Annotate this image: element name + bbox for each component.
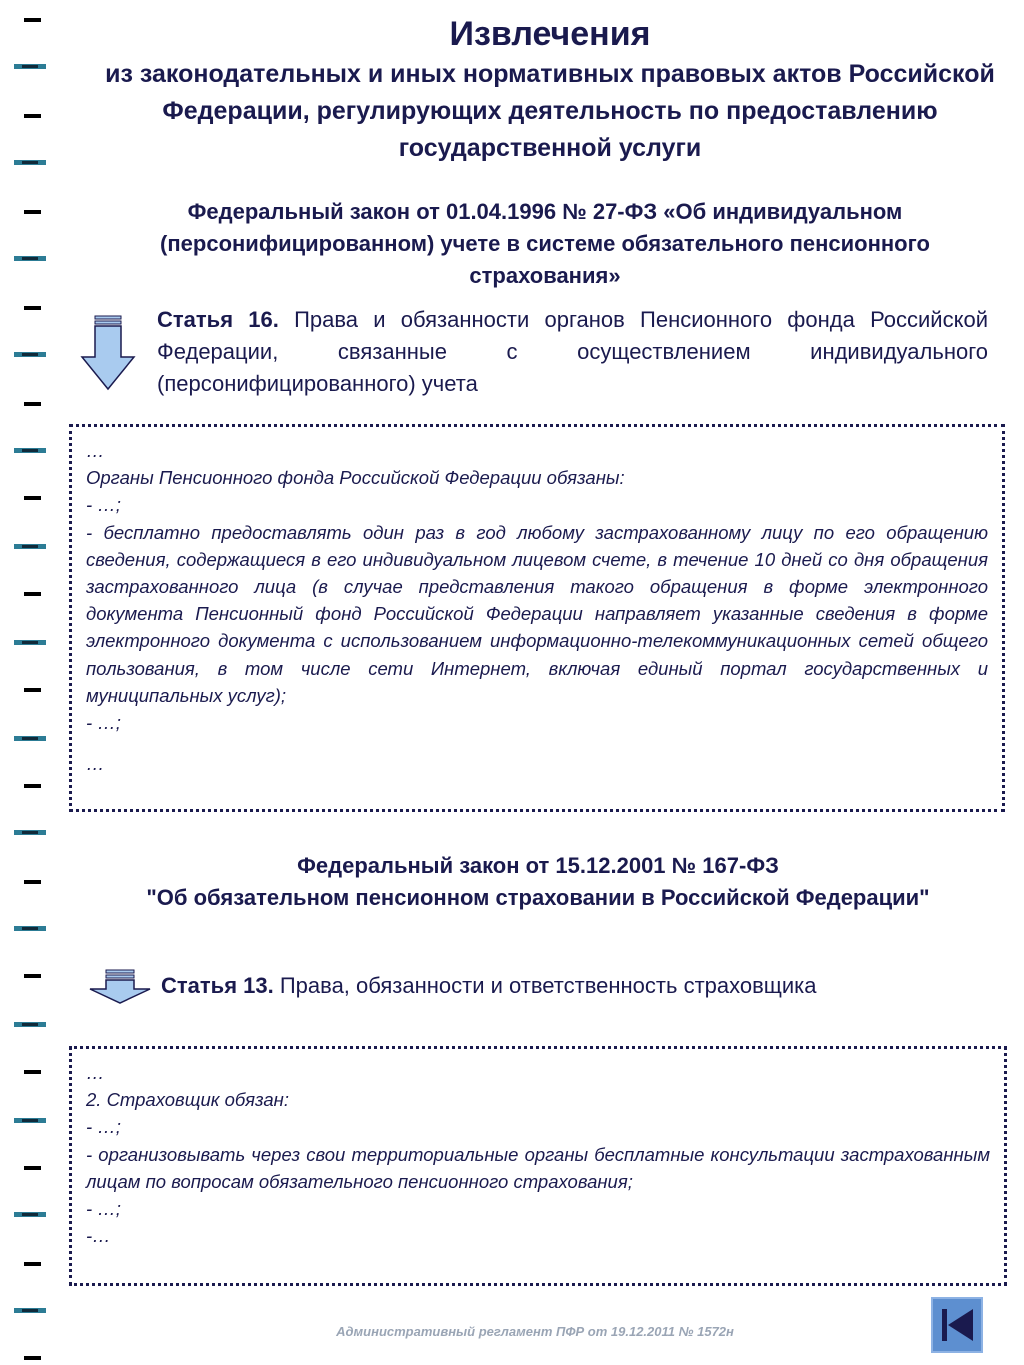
footer-source: Административный регламент ПФР от 19.12.2011 № 1572н [336, 1324, 734, 1339]
margin-mark [24, 974, 41, 978]
page-title-block [80, 14, 1020, 167]
excerpt-intro: Органы Пенсионного фонда Российской Федерации обязаны: [86, 467, 625, 489]
margin-mark [14, 1212, 46, 1217]
excerpt-item: - …; [86, 712, 121, 734]
margin-mark [14, 1308, 46, 1313]
margin-mark [24, 1262, 41, 1266]
margin-mark [24, 114, 41, 118]
excerpt-intro: 2. Страховщик обязан: [86, 1089, 289, 1111]
law-heading-167fz-line1: Федеральный закон от 15.12.2001 № 167-ФЗ [297, 853, 779, 878]
excerpt-box-167fz [69, 1046, 1007, 1286]
margin-mark [14, 256, 46, 261]
arrow-down-icon [88, 969, 152, 1005]
article-13-label: Статья 13. [161, 973, 274, 998]
margin-mark [14, 926, 46, 931]
excerpt-item: -… [86, 1225, 111, 1247]
law-heading-167fz-line2: "Об обязательном пенсионном страховании в Российской Федерации" [146, 885, 930, 910]
law-heading-167fz [130, 850, 946, 914]
margin-mark [24, 688, 41, 692]
margin-mark [14, 640, 46, 645]
margin-mark [24, 1356, 41, 1360]
page-subtitle: из законодательных и иных нормативных правовых актов Российской Федерации, регулирующих деятельность по предоставлению государственной услуги [105, 60, 995, 162]
article-13-text: Права, обязанности и ответственность страховщика [273, 973, 817, 998]
margin-mark [24, 1070, 41, 1074]
margin-mark [14, 64, 46, 69]
excerpt-item: - …; [86, 1116, 121, 1138]
page-title: Извлечения [449, 15, 651, 53]
margin-mark [24, 210, 41, 214]
margin-mark [14, 1022, 46, 1027]
excerpt-item: - организовывать через свои территориальные органы бесплатные консультации застрахованным лицам по вопросам обязательного пенсионного страхования; [86, 1143, 990, 1192]
arrow-down-icon [80, 315, 136, 391]
excerpt-ellipsis: … [86, 1062, 105, 1083]
margin-mark [14, 448, 46, 453]
article-16 [157, 304, 988, 400]
margin-mark [24, 496, 41, 500]
margin-mark [24, 880, 41, 884]
margin-mark [14, 1118, 46, 1123]
margin-mark [24, 402, 41, 406]
excerpt-ellipsis: … [86, 440, 105, 461]
back-button[interactable] [931, 1297, 983, 1353]
excerpt-item: - …; [86, 1198, 121, 1220]
margin-mark [14, 830, 46, 835]
skip-back-icon [933, 1299, 981, 1351]
excerpt-item: - бесплатно предоставлять один раз в год любому застрахованному лицу по его обращению сведения, содержащиеся в его индивидуальном лицевом счете, в течение 10 дней со дня обращения застрахованного лица (в случае представления такого обращения в форме электронного документа Пенсионный фонд Российской Федерации направляет указанные сведения в форме электронного документа с использованием информационно-телекоммуникационных сетей общего пользования, в том числе сети Интернет, включая единый портал государственных и муниципальных услуг); [86, 521, 988, 706]
margin-mark [14, 544, 46, 549]
margin-marks [0, 0, 60, 1365]
article-16-text: Права и обязанности органов Пенсионного фонда Российской Федерации, связанные с осуществлением индивидуального (персонифицированного) учета [157, 307, 988, 396]
margin-mark [24, 592, 41, 596]
margin-mark [24, 1166, 41, 1170]
margin-mark [24, 306, 41, 310]
law-heading-27fz: Федеральный закон от 01.04.1996 № 27-ФЗ «Об индивидуальном (персонифицированном) учете в системе обязательного пенсионного страхования» [160, 199, 930, 288]
margin-mark [24, 784, 41, 788]
margin-mark [14, 352, 46, 357]
margin-mark [14, 736, 46, 741]
article-13 [161, 970, 991, 1002]
margin-mark [14, 160, 46, 165]
excerpt-ellipsis: … [86, 753, 105, 775]
excerpt-item: - …; [86, 494, 121, 516]
excerpt-box-27fz [69, 424, 1005, 812]
article-16-label: Статья 16. [157, 307, 279, 332]
margin-mark [24, 18, 41, 22]
